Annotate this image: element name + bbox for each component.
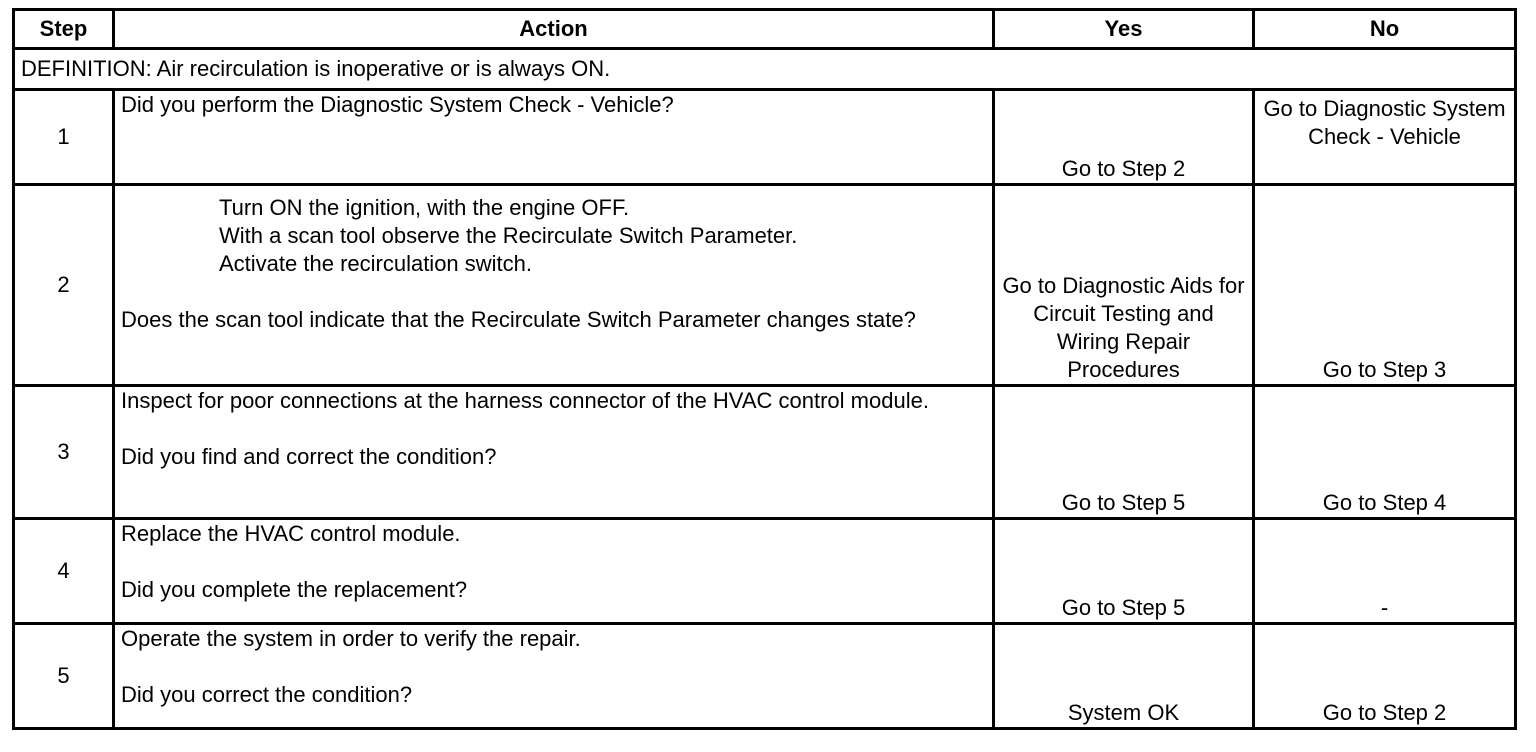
step-number: 5 <box>14 624 114 729</box>
action-substep: Turn ON the ignition, with the engine OFF. <box>219 195 630 220</box>
header-step: Step <box>14 10 114 49</box>
step-number: 4 <box>14 519 114 624</box>
action-substep: Activate the recirculation switch. <box>219 251 533 276</box>
action-instruction: Replace the HVAC control module. <box>121 521 461 546</box>
definition-row <box>14 49 1516 90</box>
header-row <box>14 10 1516 49</box>
step-number: 2 <box>14 185 114 386</box>
step-number: 3 <box>14 386 114 519</box>
yes-result: Go to Step 2 <box>994 90 1254 185</box>
action-substep: With a scan tool observe the Recirculate Switch Parameter. <box>219 223 798 248</box>
action-question: Does the scan tool indicate that the Recirculate Switch Parameter changes state? <box>121 307 916 332</box>
action-cell <box>114 624 994 729</box>
action-question: Did you correct the condition? <box>121 682 413 707</box>
action-cell <box>114 185 994 386</box>
action-cell <box>114 386 994 519</box>
definition-text: DEFINITION: Air recirculation is inoperative or is always ON. <box>14 49 1516 90</box>
table-row <box>14 386 1516 519</box>
action-cell <box>114 519 994 624</box>
table-row <box>14 624 1516 729</box>
yes-result: Go to Step 5 <box>994 519 1254 624</box>
action-question: Did you find and correct the condition? <box>121 444 497 469</box>
yes-result: System OK <box>994 624 1254 729</box>
yes-result: Go to Step 5 <box>994 386 1254 519</box>
no-result: - <box>1254 519 1516 624</box>
diagnostic-table <box>12 8 1517 730</box>
no-result: Go to Step 3 <box>1254 185 1516 386</box>
action-instruction: Operate the system in order to verify the repair. <box>121 626 581 651</box>
no-result: Go to Step 4 <box>1254 386 1516 519</box>
step-number: 1 <box>14 90 114 185</box>
header-yes: Yes <box>994 10 1254 49</box>
table-row <box>14 519 1516 624</box>
action-instruction: Inspect for poor connections at the harness connector of the HVAC control module. <box>121 388 929 413</box>
action-question: Did you perform the Diagnostic System Check - Vehicle? <box>121 92 674 117</box>
table-row <box>14 90 1516 185</box>
action-question: Did you complete the replacement? <box>121 577 468 602</box>
no-result: Go to Step 2 <box>1254 624 1516 729</box>
yes-result: Go to Diagnostic Aids for Circuit Testing and Wiring Repair Procedures <box>994 185 1254 386</box>
action-cell <box>114 90 994 185</box>
header-no: No <box>1254 10 1516 49</box>
no-result: Go to Diagnostic System Check - Vehicle <box>1254 90 1516 185</box>
table-row <box>14 185 1516 386</box>
header-action: Action <box>114 10 994 49</box>
